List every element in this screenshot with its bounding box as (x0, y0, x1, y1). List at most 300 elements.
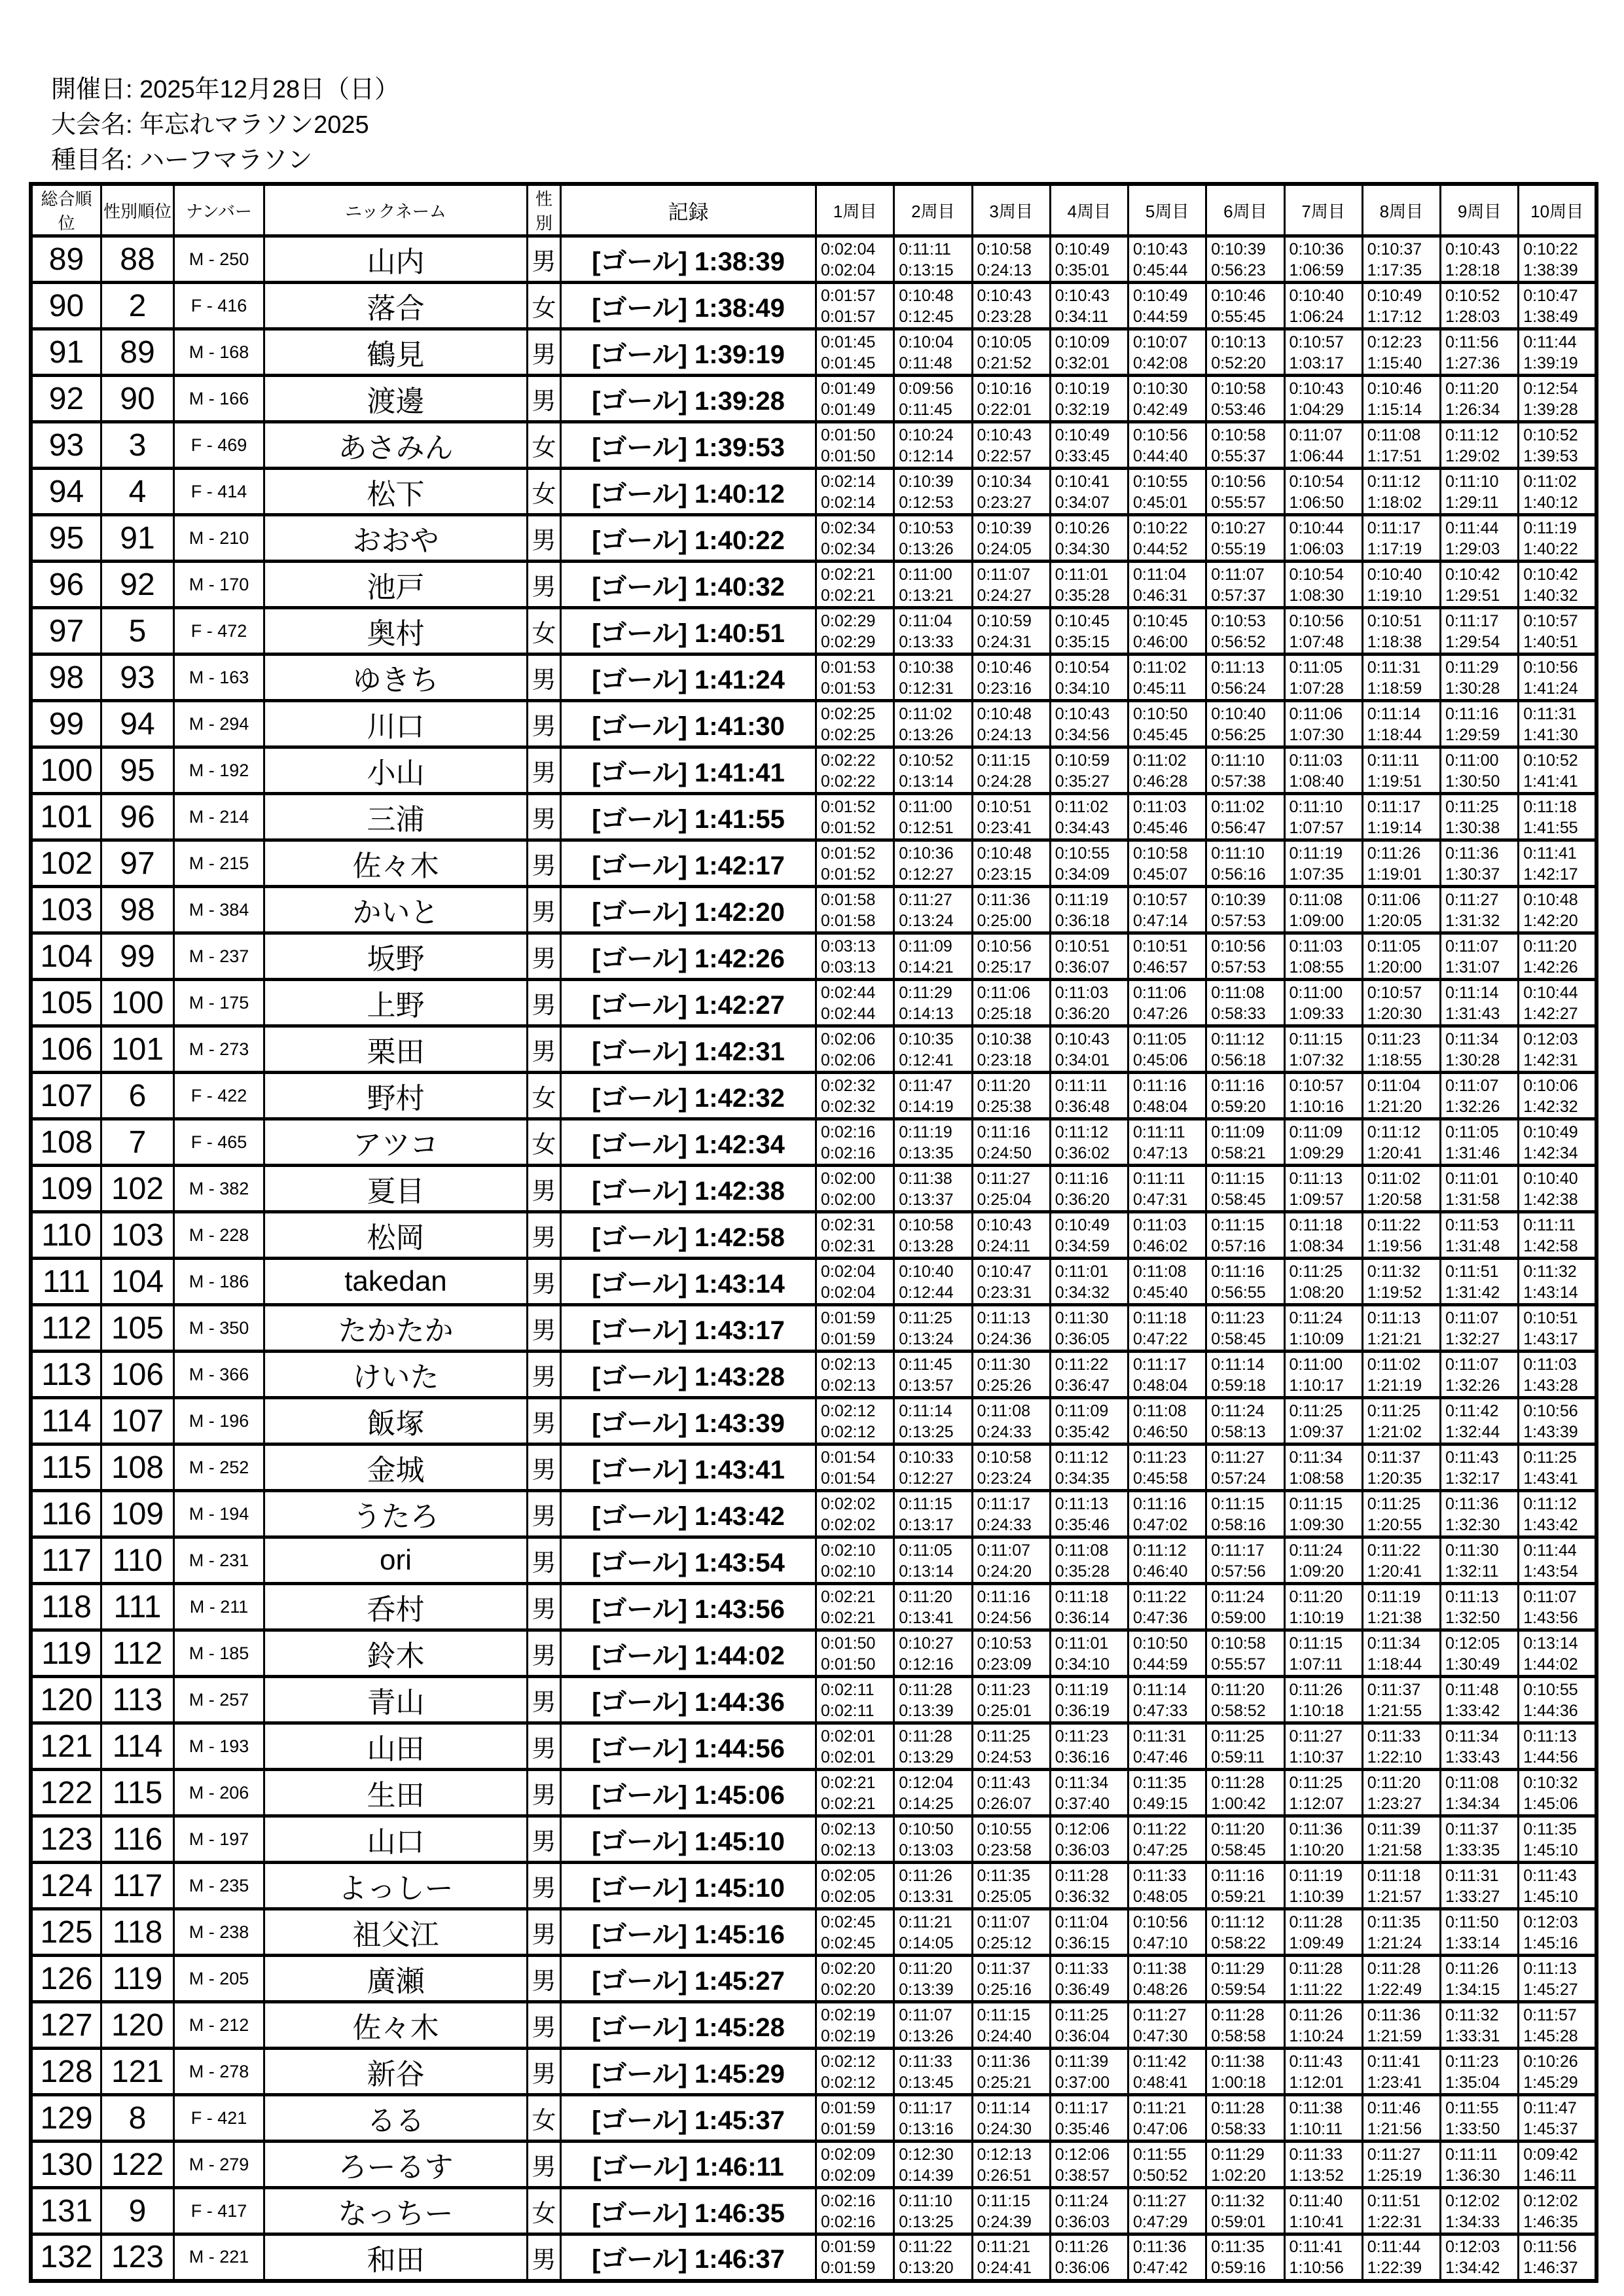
lap-cumulative-time: 1:18:02 (1367, 493, 1422, 512)
overall-rank-cell: 120 (31, 1677, 101, 1723)
lap-split-time: 0:11:08 (1055, 1541, 1109, 1560)
lap-cell (1519, 1073, 1597, 1119)
lap-cell (1050, 747, 1128, 794)
lap-cell (1441, 329, 1519, 376)
gender-rank-cell: 93 (101, 655, 174, 701)
event-date-line: 開催日: 2025年12月28日（日） (51, 76, 400, 103)
lap-cell (972, 422, 1050, 469)
lap-split-time: 0:11:12 (1055, 1122, 1109, 1141)
lap-cell (1128, 608, 1206, 655)
lap-cumulative-time: 0:34:32 (1055, 1283, 1110, 1302)
lap-split-time: 0:11:37 (1367, 1680, 1421, 1699)
lap-cumulative-time: 0:13:24 (899, 1329, 954, 1348)
record-cell: [ゴール] 1:42:17 (561, 840, 816, 887)
lap-cell (1284, 1166, 1362, 1212)
lap-cumulative-time: 0:24:30 (977, 2119, 1032, 2138)
lap-cumulative-time: 1:31:48 (1445, 1236, 1500, 1255)
record-cell: [ゴール] 1:39:19 (561, 329, 816, 376)
lap-split-time: 0:10:47 (977, 1262, 1032, 1281)
lap-cumulative-time: 0:32:01 (1055, 353, 1110, 372)
gender-cell: 男 (528, 1166, 561, 1212)
lap-cell (1050, 1816, 1128, 1863)
gender-cell: 男 (528, 515, 561, 562)
lap-split-time: 0:11:23 (1445, 2052, 1499, 2071)
lap-cumulative-time: 1:32:50 (1445, 1608, 1500, 1627)
bib-number-cell: M - 238 (174, 1909, 264, 1956)
bib-number-cell: M - 215 (174, 840, 264, 887)
lap-cell (1050, 2188, 1128, 2234)
lap-cell (1128, 1305, 1206, 1352)
lap-split-time: 0:10:56 (1133, 1912, 1188, 1931)
lap-split-time: 0:11:11 (1133, 1122, 1185, 1141)
result-row (31, 2188, 1597, 2234)
bib-number-cell: M - 350 (174, 1305, 264, 1352)
lap-split-time: 0:11:34 (1289, 1448, 1343, 1467)
lap-cell (1050, 887, 1128, 933)
lap-cell (1441, 2188, 1519, 2234)
lap-cell (894, 283, 972, 329)
lap-cumulative-time: 0:46:02 (1133, 1236, 1188, 1255)
lap-cell (1050, 376, 1128, 422)
overall-rank-cell: 109 (31, 1166, 101, 1212)
lap-cell (1362, 1491, 1440, 1537)
lap-split-time: 0:11:43 (1289, 2052, 1343, 2071)
lap-cell (1128, 2095, 1206, 2142)
lap-cell (972, 1026, 1050, 1073)
nickname-cell: なっちー (264, 2188, 528, 2234)
lap-split-time: 0:10:43 (1055, 286, 1110, 305)
lap-cell (1441, 1863, 1519, 1909)
lap-cumulative-time: 0:35:28 (1055, 586, 1110, 605)
lap-cumulative-time: 0:02:29 (821, 632, 876, 651)
bib-number-cell: M - 382 (174, 1166, 264, 1212)
lap-split-time: 0:11:15 (1211, 1215, 1265, 1234)
lap-cell (1206, 1166, 1284, 1212)
lap-cumulative-time: 1:21:02 (1367, 1422, 1422, 1441)
record-cell: [ゴール] 1:43:42 (561, 1491, 816, 1537)
lap-cumulative-time: 0:36:20 (1055, 1004, 1110, 1023)
lap-cumulative-time: 1:29:51 (1445, 586, 1500, 605)
lap-cell (1519, 1909, 1597, 1956)
lap-cell (894, 980, 972, 1026)
lap-cell (1441, 1491, 1519, 1537)
gender-rank-cell: 102 (101, 1166, 174, 1212)
lap-cell (1441, 469, 1519, 515)
lap-cumulative-time: 0:01:45 (821, 353, 876, 372)
lap-split-time: 0:11:10 (1289, 797, 1343, 816)
lap-cell (1128, 655, 1206, 701)
lap-cell (1362, 1956, 1440, 2002)
lap-cell (816, 1119, 894, 1166)
record-cell: [ゴール] 1:45:29 (561, 2049, 816, 2095)
nickname-cell: 呑村 (264, 1584, 528, 1630)
lap-cell (972, 1956, 1050, 2002)
lap-split-time: 0:11:18 (1133, 1308, 1187, 1327)
lap-split-time: 0:11:26 (1445, 1959, 1499, 1978)
result-row (31, 1119, 1597, 1166)
lap-cell (1519, 562, 1597, 608)
lap-cell (816, 1584, 894, 1630)
lap-split-time: 0:11:12 (1211, 1030, 1265, 1049)
lap-cell (894, 701, 972, 747)
lap-cumulative-time: 0:02:04 (821, 260, 876, 279)
lap-split-time: 0:02:16 (821, 2191, 876, 2210)
gender-cell: 男 (528, 1677, 561, 1723)
lap-split-time: 0:11:27 (1133, 2005, 1187, 2024)
lap-split-time: 0:11:39 (1367, 1820, 1421, 1839)
lap-cell (1362, 1863, 1440, 1909)
lap-split-time: 0:11:28 (1211, 1773, 1265, 1792)
lap-cell (972, 1630, 1050, 1677)
result-row (31, 1305, 1597, 1352)
lap-cumulative-time: 0:44:59 (1133, 307, 1188, 326)
lap-split-time: 0:11:25 (1367, 1401, 1421, 1420)
lap-cumulative-time: 0:55:37 (1211, 446, 1266, 465)
lap-cumulative-time: 1:02:20 (1211, 2166, 1266, 2185)
lap-split-time: 0:10:43 (977, 286, 1032, 305)
result-row (31, 329, 1597, 376)
lap-cell (894, 376, 972, 422)
lap-cumulative-time: 1:22:39 (1367, 2259, 1422, 2278)
lap-split-time: 0:10:49 (1055, 425, 1110, 444)
lap-split-time: 0:11:16 (1211, 1866, 1265, 1885)
lap-cumulative-time: 0:57:16 (1211, 1236, 1266, 1255)
lap-cell (1206, 1259, 1284, 1305)
lap-split-time: 0:11:11 (1445, 2145, 1498, 2164)
lap-cell (816, 2002, 894, 2049)
lap-cell (972, 562, 1050, 608)
lap-cumulative-time: 0:13:15 (899, 260, 954, 279)
lap-cumulative-time: 0:35:15 (1055, 632, 1110, 651)
lap-cumulative-time: 1:46:37 (1523, 2259, 1578, 2278)
lap-split-time: 0:10:56 (1289, 611, 1344, 630)
gender-cell: 女 (528, 469, 561, 515)
lap-cumulative-time: 0:02:11 (821, 1701, 875, 1720)
lap-cell (1441, 1537, 1519, 1584)
lap-cell (972, 1537, 1050, 1584)
lap-cumulative-time: 0:59:21 (1211, 1887, 1266, 1906)
lap-cell (972, 840, 1050, 887)
lap-cumulative-time: 1:06:44 (1289, 446, 1344, 465)
lap-cell (1206, 2095, 1284, 2142)
lap-split-time: 0:11:22 (899, 2238, 952, 2257)
lap-cumulative-time: 0:56:55 (1211, 1283, 1266, 1302)
lap-cumulative-time: 1:28:18 (1445, 260, 1500, 279)
lap-cell (1284, 422, 1362, 469)
lap-cell (1128, 1956, 1206, 2002)
lap-cell (894, 933, 972, 980)
record-cell: [ゴール] 1:45:10 (561, 1816, 816, 1863)
lap-cumulative-time: 0:02:06 (821, 1050, 876, 1069)
gender-rank-cell: 108 (101, 1444, 174, 1491)
overall-rank-cell: 96 (31, 562, 101, 608)
lap-cumulative-time: 1:32:26 (1445, 1376, 1500, 1395)
lap-split-time: 0:11:19 (1367, 1587, 1421, 1606)
lap-split-time: 0:02:13 (821, 1355, 876, 1374)
lap-cumulative-time: 0:13:24 (899, 911, 954, 930)
lap-cumulative-time: 1:33:14 (1445, 1933, 1500, 1952)
lap-cell (972, 469, 1050, 515)
lap-cell (1128, 236, 1206, 283)
overall-rank-cell: 95 (31, 515, 101, 562)
gender-rank-cell: 113 (101, 1677, 174, 1723)
gender-cell: 女 (528, 283, 561, 329)
lap-split-time: 0:10:56 (1133, 425, 1188, 444)
lap-cell (1362, 1026, 1440, 1073)
lap-cumulative-time: 1:07:48 (1289, 632, 1344, 651)
lap-split-time: 0:10:58 (1211, 379, 1266, 398)
lap-cumulative-time: 0:23:18 (977, 1050, 1032, 1069)
lap-cell (1284, 1398, 1362, 1444)
lap-split-time: 0:11:02 (1211, 797, 1265, 816)
lap-split-time: 0:11:19 (1289, 844, 1343, 863)
lap-cumulative-time: 0:12:53 (899, 493, 954, 512)
lap-cell (1206, 283, 1284, 329)
lap-split-time: 0:11:03 (1289, 937, 1343, 956)
lap-cumulative-time: 0:45:11 (1133, 679, 1187, 698)
lap-split-time: 0:11:18 (1523, 797, 1577, 816)
lap-cell (1128, 1677, 1206, 1723)
lap-cumulative-time: 0:34:09 (1055, 865, 1110, 884)
lap-split-time: 0:11:25 (1289, 1401, 1343, 1420)
lap-split-time: 0:10:13 (1211, 332, 1266, 351)
lap-cumulative-time: 0:47:46 (1133, 1748, 1188, 1767)
lap-cumulative-time: 0:01:52 (821, 818, 876, 837)
lap-split-time: 0:10:32 (1523, 1773, 1578, 1792)
lap-cell (1128, 1537, 1206, 1584)
lap-cumulative-time: 1:15:14 (1367, 400, 1422, 419)
lap-split-time: 0:10:39 (977, 518, 1032, 537)
lap-cell (1050, 2049, 1128, 2095)
record-cell: [ゴール] 1:42:58 (561, 1212, 816, 1259)
lap-cumulative-time: 0:36:15 (1055, 1933, 1110, 1952)
gender-rank-cell: 104 (101, 1259, 174, 1305)
lap-split-time: 0:03:13 (821, 937, 876, 956)
lap-split-time: 0:11:16 (977, 1122, 1031, 1141)
lap-cumulative-time: 1:32:17 (1445, 1469, 1500, 1488)
lap-cumulative-time: 1:28:03 (1445, 307, 1500, 326)
record-cell: [ゴール] 1:45:37 (561, 2095, 816, 2142)
lap-split-time: 0:11:33 (1367, 1727, 1421, 1746)
lap-cumulative-time: 1:30:28 (1445, 1050, 1500, 1069)
lap-cell (1128, 1026, 1206, 1073)
column-header-overall-rank: 総合順位 (31, 184, 101, 236)
lap-split-time: 0:02:31 (821, 1215, 876, 1234)
lap-cumulative-time: 1:19:14 (1367, 818, 1422, 837)
lap-cumulative-time: 0:52:20 (1211, 353, 1266, 372)
lap-cell (1362, 1398, 1440, 1444)
lap-cumulative-time: 0:47:26 (1133, 1004, 1188, 1023)
lap-cumulative-time: 0:13:14 (899, 1562, 954, 1581)
lap-cumulative-time: 0:14:21 (899, 958, 954, 977)
nickname-cell: 松下 (264, 469, 528, 515)
lap-split-time: 0:11:41 (1367, 2052, 1421, 2071)
lap-cell (1284, 1073, 1362, 1119)
lap-split-time: 0:02:06 (821, 1030, 876, 1049)
lap-cumulative-time: 0:55:57 (1211, 493, 1266, 512)
lap-split-time: 0:11:21 (977, 2238, 1031, 2257)
lap-split-time: 0:02:22 (821, 751, 876, 770)
lap-split-time: 0:01:59 (821, 1308, 876, 1327)
lap-cumulative-time: 0:59:54 (1211, 1980, 1266, 1999)
lap-cumulative-time: 0:58:52 (1211, 1701, 1266, 1720)
lap-split-time: 0:11:35 (977, 1866, 1031, 1885)
lap-split-time: 0:11:32 (1445, 2005, 1499, 2024)
overall-rank-cell: 100 (31, 747, 101, 794)
lap-cumulative-time: 0:02:21 (821, 1608, 876, 1627)
lap-split-time: 0:11:56 (1523, 2238, 1577, 2257)
lap-cumulative-time: 1:43:56 (1523, 1608, 1578, 1627)
record-cell: [ゴール] 1:42:38 (561, 1166, 816, 1212)
lap-split-time: 0:10:43 (977, 1215, 1032, 1234)
lap-cumulative-time: 0:23:41 (977, 818, 1032, 837)
bib-number-cell: F - 472 (174, 608, 264, 655)
column-header-lap-4: 4周目 (1050, 184, 1128, 236)
lap-cell (1284, 1816, 1362, 1863)
nickname-cell: ろーるす (264, 2142, 528, 2188)
lap-cumulative-time: 0:45:46 (1133, 818, 1188, 837)
lap-cumulative-time: 1:21:38 (1367, 1608, 1422, 1627)
lap-cumulative-time: 0:26:51 (977, 2166, 1032, 2185)
lap-split-time: 0:11:08 (1133, 1401, 1187, 1420)
gender-cell: 男 (528, 2142, 561, 2188)
overall-rank-cell: 113 (31, 1352, 101, 1398)
lap-split-time: 0:02:29 (821, 611, 876, 630)
lap-split-time: 0:11:12 (1133, 1541, 1187, 1560)
lap-split-time: 0:01:54 (821, 1448, 876, 1467)
lap-split-time: 0:10:49 (1523, 1122, 1578, 1141)
nickname-cell: 飯塚 (264, 1398, 528, 1444)
lap-cell (1519, 1816, 1597, 1863)
lap-split-time: 0:10:44 (1523, 983, 1578, 1002)
gender-rank-cell: 99 (101, 933, 174, 980)
lap-cumulative-time: 0:46:28 (1133, 772, 1188, 791)
lap-cumulative-time: 0:25:38 (977, 1097, 1032, 1116)
lap-cumulative-time: 0:13:29 (899, 1748, 954, 1767)
lap-split-time: 0:10:38 (977, 1030, 1032, 1049)
lap-cumulative-time: 1:19:01 (1367, 865, 1422, 884)
lap-cumulative-time: 1:21:56 (1367, 2119, 1422, 2138)
lap-cell (1050, 1909, 1128, 1956)
nickname-cell: アツコ (264, 1119, 528, 1166)
lap-cell (1206, 1352, 1284, 1398)
lap-cell (1441, 1723, 1519, 1770)
lap-cell (1206, 1956, 1284, 2002)
lap-split-time: 0:10:16 (977, 379, 1032, 398)
overall-rank-cell: 91 (31, 329, 101, 376)
lap-cell (1519, 1259, 1597, 1305)
lap-cumulative-time: 1:45:06 (1523, 1794, 1578, 1813)
lap-cell (1128, 1909, 1206, 1956)
lap-cumulative-time: 0:21:52 (977, 353, 1032, 372)
lap-cell (1362, 655, 1440, 701)
overall-rank-cell: 102 (31, 840, 101, 887)
nickname-cell: 廣瀬 (264, 1956, 528, 2002)
lap-cell (1284, 1305, 1362, 1352)
lap-cell (894, 469, 972, 515)
gender-cell: 男 (528, 1863, 561, 1909)
lap-split-time: 0:11:04 (1133, 565, 1187, 584)
lap-split-time: 0:11:16 (1055, 1169, 1109, 1188)
lap-split-time: 0:11:38 (1211, 2052, 1265, 2071)
lap-cell (1441, 1630, 1519, 1677)
result-row (31, 2234, 1597, 2281)
lap-split-time: 0:11:24 (1289, 1308, 1343, 1327)
lap-cumulative-time: 0:46:00 (1133, 632, 1188, 651)
lap-cumulative-time: 0:58:21 (1211, 1143, 1266, 1162)
lap-split-time: 0:11:24 (1055, 2191, 1109, 2210)
result-row (31, 1166, 1597, 1212)
lap-cumulative-time: 0:56:47 (1211, 818, 1266, 837)
lap-cumulative-time: 0:55:45 (1211, 307, 1266, 326)
lap-cumulative-time: 1:45:10 (1523, 1840, 1578, 1859)
lap-cell (1128, 1119, 1206, 1166)
lap-split-time: 0:10:45 (1133, 611, 1188, 630)
lap-cumulative-time: 1:03:17 (1289, 353, 1344, 372)
lap-split-time: 0:11:47 (899, 1076, 952, 1095)
lap-cell (1284, 1259, 1362, 1305)
lap-cumulative-time: 0:59:00 (1211, 1608, 1266, 1627)
lap-split-time: 0:10:40 (1367, 565, 1422, 584)
lap-split-time: 0:02:00 (821, 1169, 876, 1188)
lap-split-time: 0:10:57 (1367, 983, 1422, 1002)
lap-split-time: 0:11:15 (899, 1494, 952, 1513)
lap-cumulative-time: 0:24:33 (977, 1515, 1032, 1534)
lap-cumulative-time: 0:35:46 (1055, 1515, 1110, 1534)
lap-split-time: 0:11:02 (1133, 658, 1187, 677)
lap-cell (1519, 1166, 1597, 1212)
lap-cell (1050, 1723, 1128, 1770)
gender-cell: 男 (528, 1259, 561, 1305)
nickname-cell: 鈴木 (264, 1630, 528, 1677)
lap-cell (1206, 1212, 1284, 1259)
lap-split-time: 0:11:24 (1211, 1401, 1265, 1420)
lap-cell (1128, 329, 1206, 376)
lap-split-time: 0:11:23 (1133, 1448, 1187, 1467)
lap-cell (1441, 701, 1519, 747)
lap-split-time: 0:10:59 (1055, 751, 1110, 770)
lap-cell (1206, 1723, 1284, 1770)
lap-cell (1441, 515, 1519, 562)
lap-split-time: 0:01:52 (821, 844, 876, 863)
lap-split-time: 0:11:04 (899, 611, 952, 630)
lap-cell (1519, 2002, 1597, 2049)
gender-cell: 男 (528, 2049, 561, 2095)
lap-cumulative-time: 1:34:15 (1445, 1980, 1500, 1999)
gender-cell: 男 (528, 1909, 561, 1956)
lap-split-time: 0:11:17 (1133, 1355, 1187, 1374)
lap-split-time: 0:11:44 (1523, 1541, 1577, 1560)
lap-cell (1050, 1352, 1128, 1398)
lap-cumulative-time: 0:13:26 (899, 2026, 954, 2045)
bib-number-cell: M - 384 (174, 887, 264, 933)
lap-split-time: 0:11:50 (1445, 1912, 1499, 1931)
lap-split-time: 0:10:46 (1211, 286, 1266, 305)
lap-cell (894, 1119, 972, 1166)
gender-cell: 男 (528, 1584, 561, 1630)
lap-cumulative-time: 1:46:35 (1523, 2212, 1578, 2231)
column-header-lap-2: 2周目 (894, 184, 972, 236)
lap-cell (1284, 236, 1362, 283)
lap-cell (1050, 1770, 1128, 1816)
lap-split-time: 0:12:30 (899, 2145, 954, 2164)
lap-cumulative-time: 0:13:14 (899, 772, 954, 791)
lap-cumulative-time: 0:02:04 (821, 1283, 876, 1302)
overall-rank-cell: 98 (31, 655, 101, 701)
lap-split-time: 0:11:24 (1211, 1587, 1265, 1606)
result-row (31, 1816, 1597, 1863)
lap-split-time: 0:11:34 (1055, 1773, 1109, 1792)
